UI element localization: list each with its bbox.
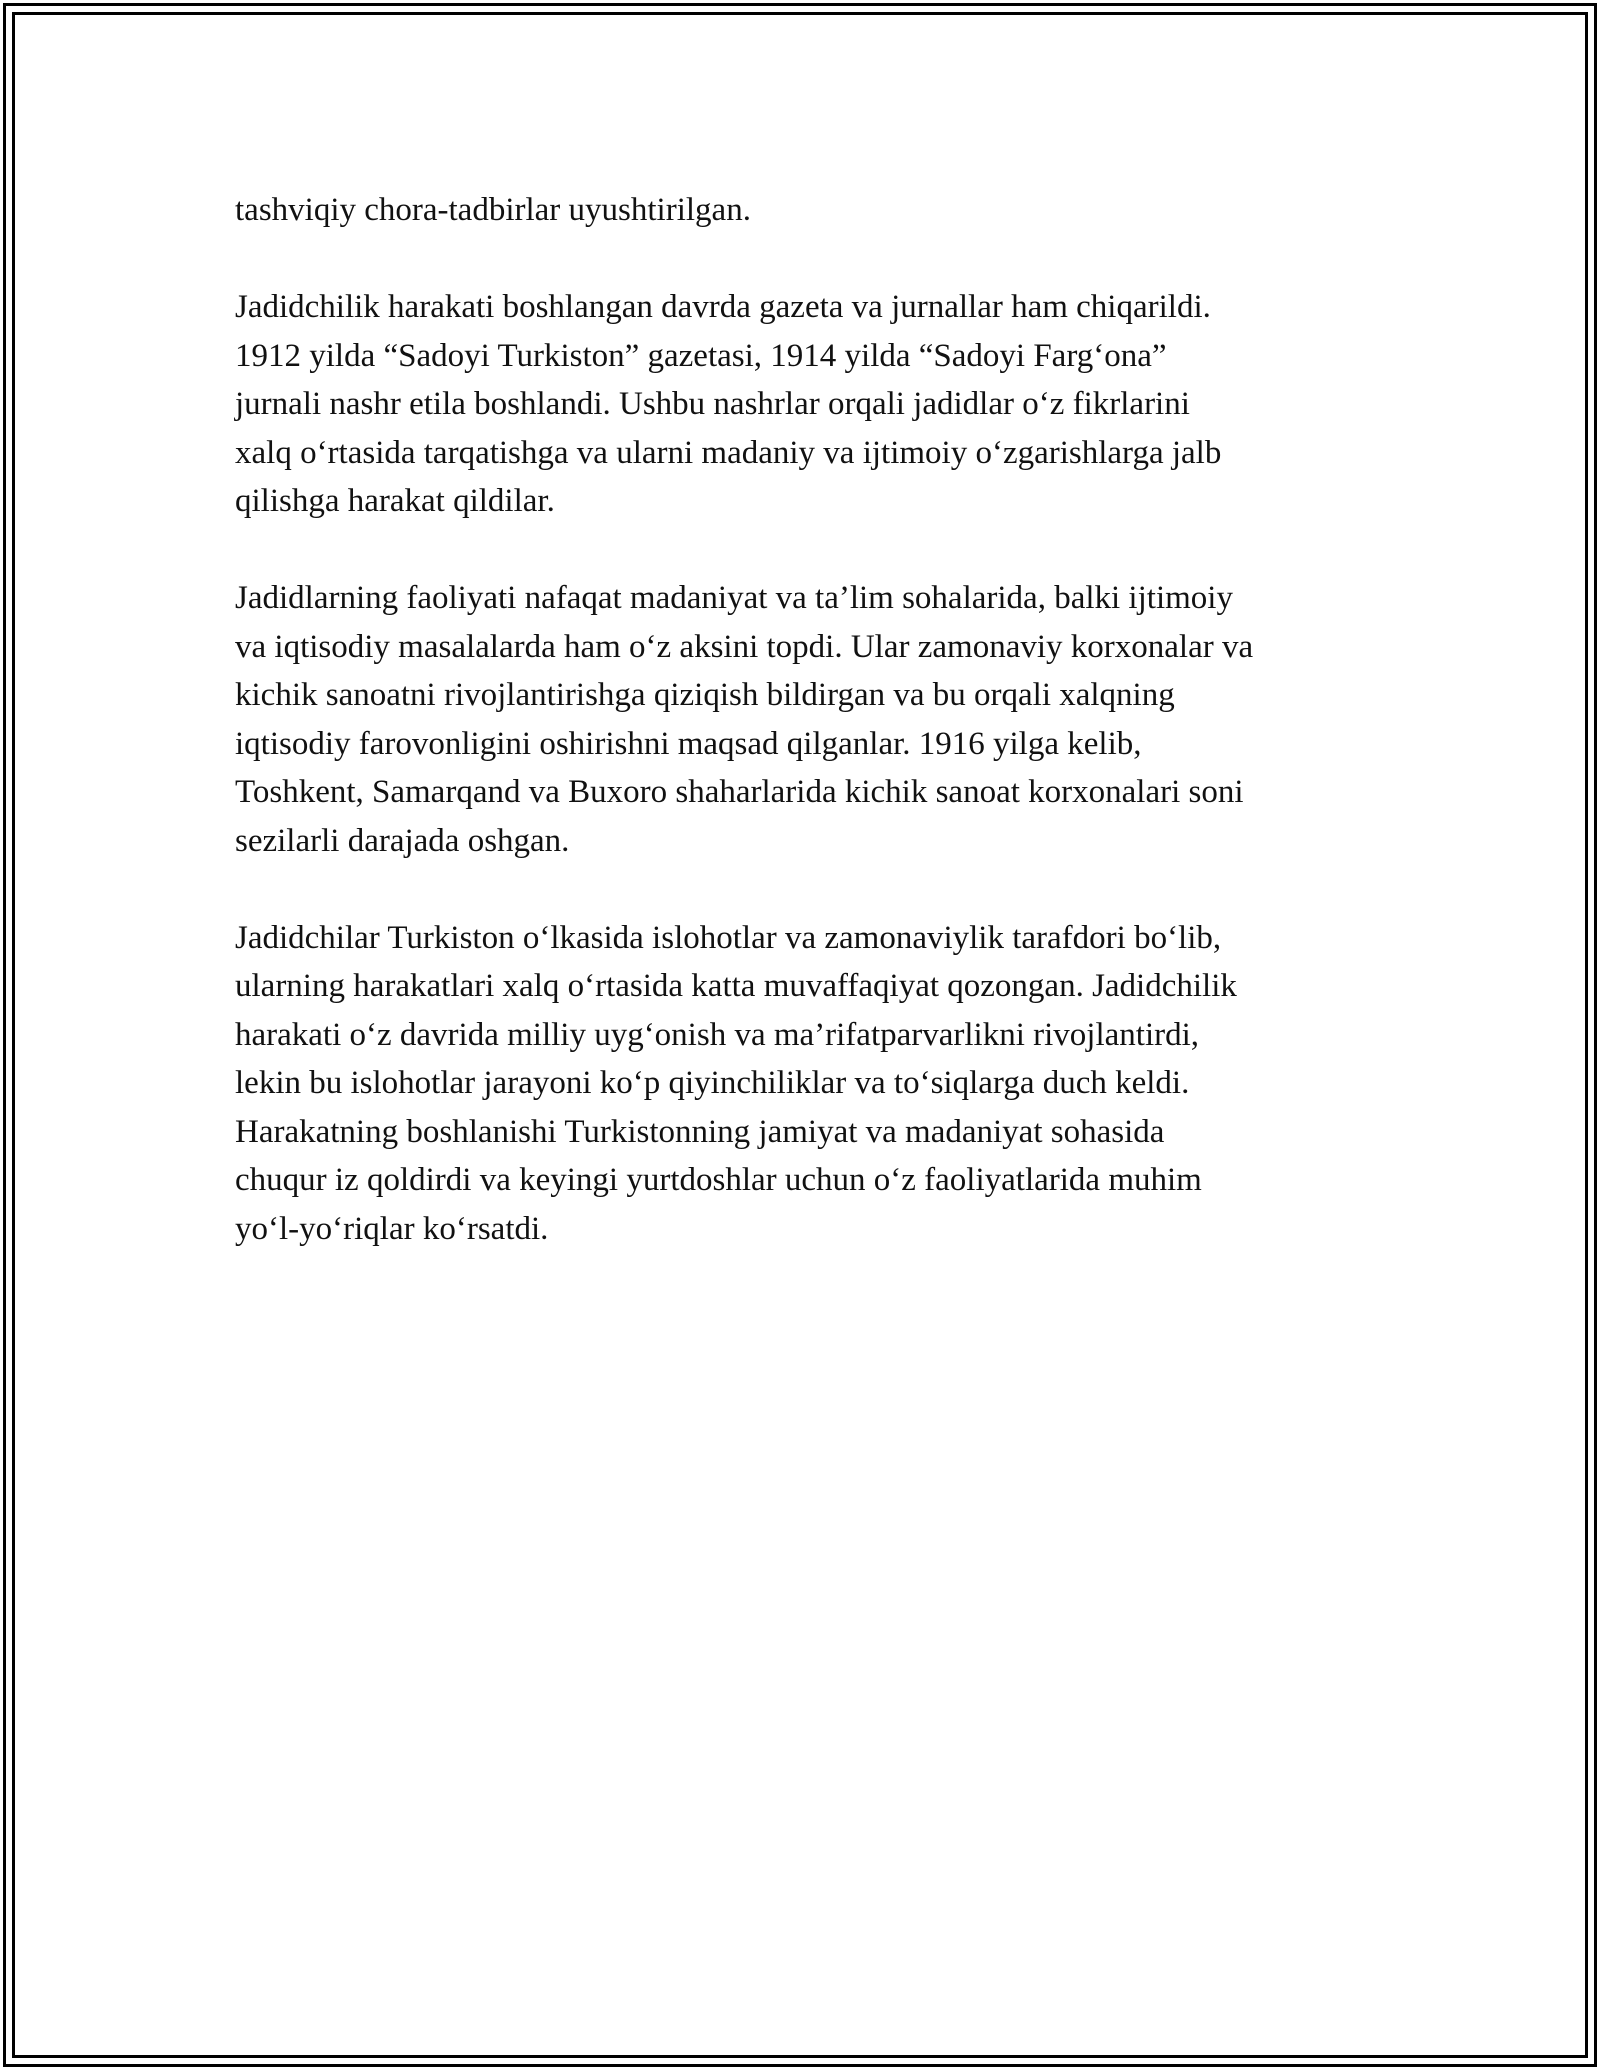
- document-body: [235, 186, 1385, 1302]
- paragraph-newspapers: Jadidchilik harakati boshlangan davrda gazeta va jurnallar ham chiqarildi. 1912 yilda “Sadoyi Turkiston” gazetasi, 1914 yilda “Sadoyi Farg‘ona” jurnali nashr etila boshlandi. Ushbu nashrlar orqali jadidlar o‘z fikrlarini xalq o‘rtasida tarqatishga va ularni madaniy va ijtimoiy o‘zgarishlarga jalb qilishga harakat qildilar.: [235, 289, 1222, 519]
- paragraph-conclusion: Jadidchilar Turkiston o‘lkasida islohotlar va zamonaviylik tarafdori bo‘lib, ularning harakatlari xalq o‘rtasida katta muvaffaqiyat qozongan. Jadidchilik harakati o‘z davrida milliy uyg‘onish va ma’rifatparvarlikni rivojlantirdi, lekin bu islohotlar jarayoni ko‘p qiyinchiliklar va to‘siqlarga duch keldi. Harakatning boshlanishi Turkistonning jamiyat va madaniyat sohasida chuqur iz qoldirdi va keyingi yurtdoshlar uchun o‘z faoliyatlarida muhim yo‘l-yo‘riqlar ko‘rsatdi.: [235, 919, 1237, 1247]
- paragraph-intro: tashviqiy chora-tadbirlar uyushtirilgan.: [235, 192, 751, 228]
- paragraph-economy: Jadidlarning faoliyati nafaqat madaniyat va ta’lim sohalarida, balki ijtimoiy va iqtisodiy masalalarda ham o‘z aksini topdi. Ular zamonaviy korxonalar va kichik sanoatni rivojlantirishga qiziqish bildirgan va bu orqali xalqning iqtisodiy farovonligini oshirishni maqsad qilganlar. 1916 yilga kelib, Toshkent, Samarqand va Buxoro shaharlarida kichik sanoat korxonalari soni sezilarli darajada oshgan.: [235, 580, 1254, 859]
